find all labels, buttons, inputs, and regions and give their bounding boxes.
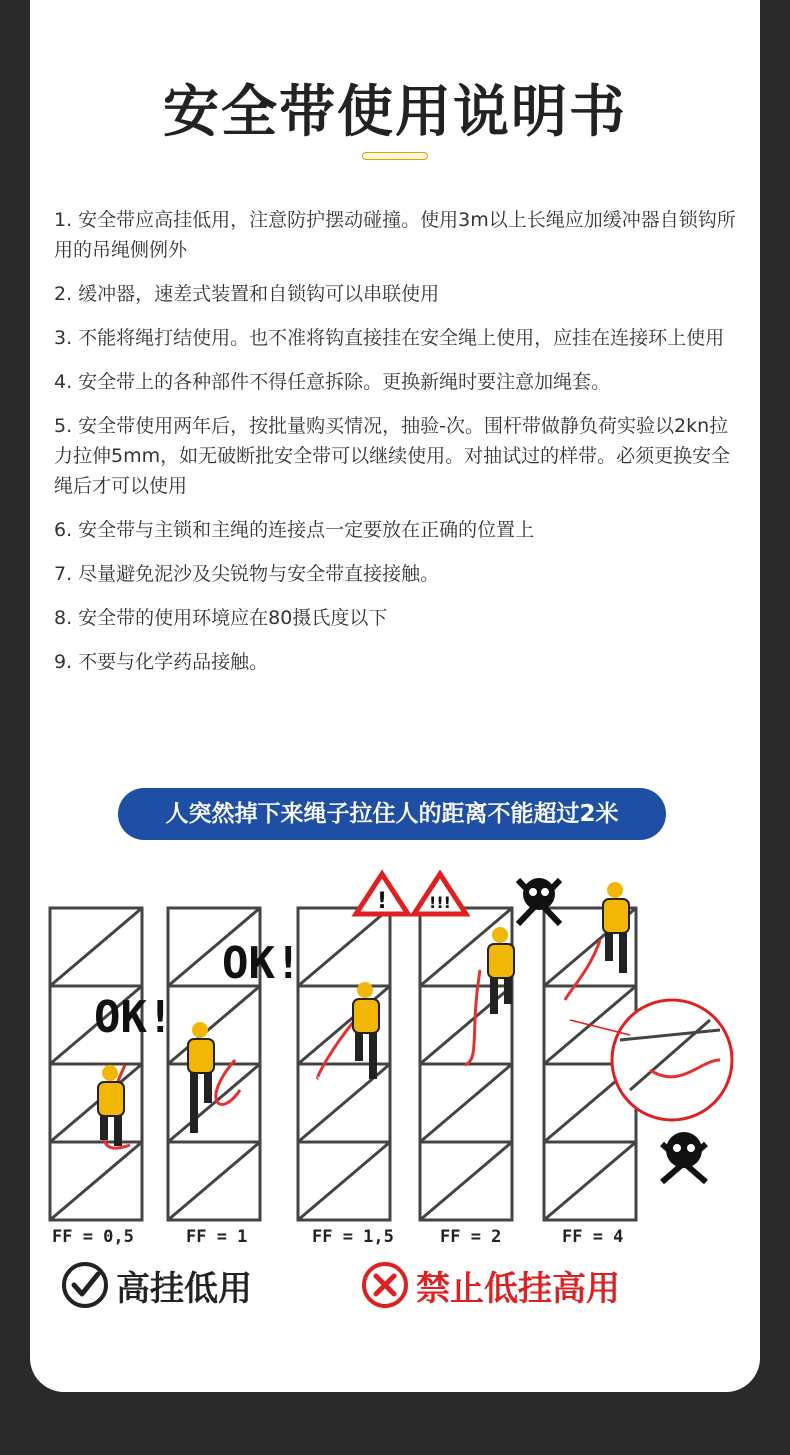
- instruction-card: [30, 0, 760, 1392]
- worker-figures: [98, 882, 629, 1146]
- fall-distance-banner: 人突然掉下来绳子拉住人的距离不能超过2米: [118, 788, 666, 840]
- rule-item: 4. 安全带上的各种部件不得任意拆除。更换新绳时要注意加绳套。: [54, 371, 611, 393]
- svg-text:!: !: [376, 889, 388, 914]
- ff-label: FF = 0,5: [52, 1227, 134, 1247]
- ok-text: OK!: [222, 938, 302, 989]
- fall-factor-illustration: [30, 860, 760, 1260]
- rules-list: [54, 205, 744, 691]
- zoom-detail-circle: [570, 1000, 732, 1120]
- legend-correct-text: 高挂低用: [116, 1268, 252, 1309]
- worker-icon: [488, 927, 514, 1014]
- ff-label: FF = 4: [562, 1227, 624, 1247]
- ropes: [103, 940, 600, 1148]
- rule-item: 3. 不能将绳打结使用。也不准将钩直接挂在安全绳上使用，应挂在连接环上使用: [54, 327, 725, 349]
- svg-text:!!!: !!!: [429, 893, 451, 912]
- worker-icon: [603, 882, 629, 973]
- skull-crossbones-icon: [518, 878, 560, 924]
- warning-triangle-icon: [356, 874, 408, 914]
- page-title: 安全带使用说明书: [163, 80, 627, 145]
- worker-icon: [188, 1022, 214, 1133]
- rule-item: 5. 安全带使用两年后，按批量购买情况，抽验-次。围杆带做静负荷实验以2kn拉力拉伸5mm，如无破断批安全带可以继续使用。对抽试过的样带。必须更换安全绳后才可以使用: [54, 415, 731, 497]
- legend-correct: [60, 1258, 252, 1312]
- rule-item: 2. 缓冲器，速差式装置和自锁钩可以串联使用: [54, 283, 440, 305]
- cross-circle-icon: [360, 1260, 410, 1310]
- check-circle-icon: [60, 1260, 110, 1310]
- ff-label: FF = 2: [440, 1227, 502, 1247]
- rule-item: 8. 安全带的使用环境应在80摄氏度以下: [54, 607, 388, 629]
- rule-item: 7. 尽量避免泥沙及尖锐物与安全带直接接触。: [54, 563, 440, 585]
- rule-item: 9. 不要与化学药品接触。: [54, 651, 269, 673]
- skull-crossbones-icon: [662, 1132, 706, 1182]
- ff-label: FF = 1,5: [312, 1227, 394, 1247]
- legend-forbidden-text: 禁止低挂高用: [416, 1268, 620, 1309]
- scaffold-ff-05: [50, 908, 142, 1220]
- title-underline: [362, 152, 428, 160]
- ok-text: OK!: [94, 992, 174, 1043]
- legend-forbidden: [360, 1258, 620, 1312]
- rule-item: 6. 安全带与主锁和主绳的连接点一定要放在正确的位置上: [54, 519, 535, 541]
- rule-item: 1. 安全带应高挂低用，注意防护摆动碰撞。使用3m以上长绳应加缓冲器自锁钩所用的吊绳侧例外: [54, 209, 736, 261]
- warning-triangle-icon: [414, 874, 466, 914]
- ff-label: FF = 1: [186, 1227, 248, 1247]
